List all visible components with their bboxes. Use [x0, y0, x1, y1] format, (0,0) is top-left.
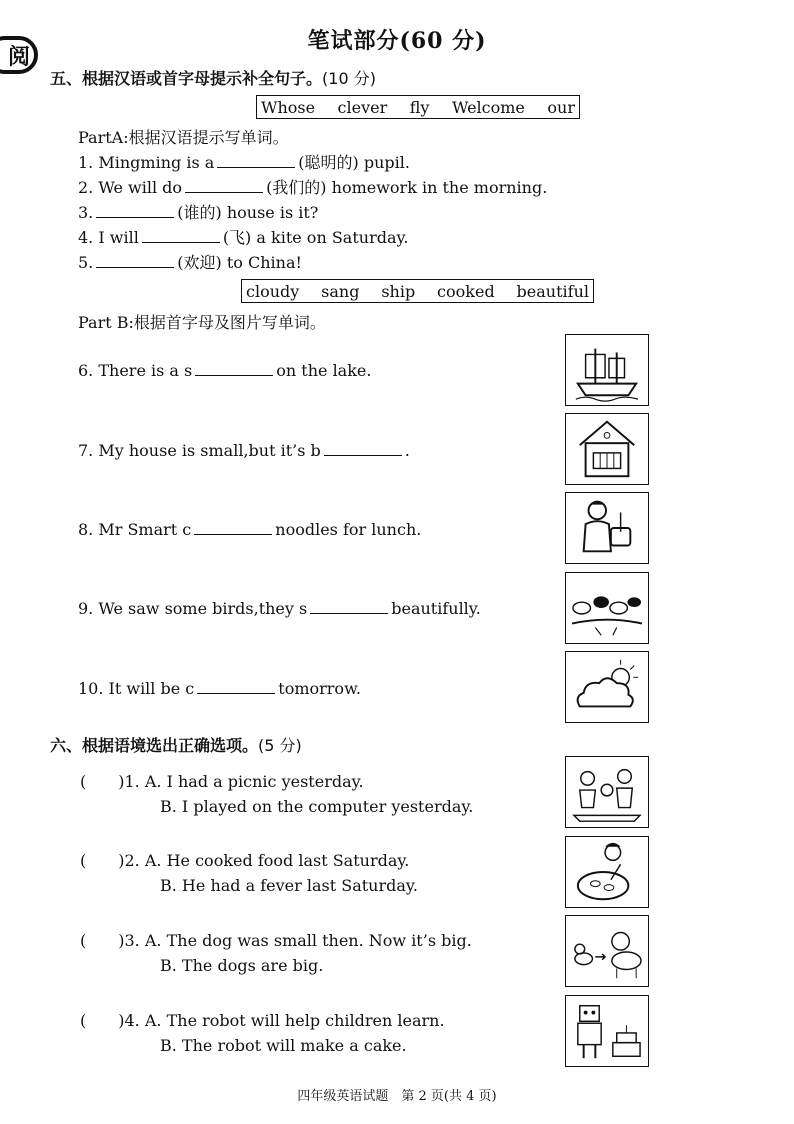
- part-b-label: Part B:根据首字母及图片写单词。: [78, 313, 326, 332]
- word-bank-b-word: beautiful: [516, 281, 589, 301]
- section6-points: (5 分): [258, 736, 302, 755]
- word-bank-b-word: ship: [381, 281, 416, 301]
- picnic-icon: [565, 756, 649, 828]
- answer-blank[interactable]: [96, 253, 174, 268]
- answer-paren[interactable]: (: [80, 1011, 87, 1030]
- item-text: (聪明的) pupil.: [298, 153, 410, 172]
- item-text: 3.: [78, 203, 94, 222]
- part-a-item-1: [78, 150, 410, 173]
- word-bank-b: [241, 279, 594, 303]
- page-title: 笔试部分(60 分): [307, 28, 487, 54]
- part-a-label: PartA:根据汉语提示写单词。: [78, 128, 289, 147]
- answer-blank[interactable]: [197, 679, 275, 694]
- answer-blank[interactable]: [142, 228, 220, 243]
- item-text: 9. We saw some birds,they s: [78, 599, 308, 618]
- part-b-item-10: [78, 679, 361, 698]
- option-b: B. The robot will make a cake.: [160, 1036, 407, 1055]
- part-b-item-7: [78, 441, 410, 460]
- word-bank-b-word: cloudy: [246, 281, 300, 301]
- item-text: beautifully.: [391, 599, 481, 618]
- option-a: A. The robot will help children learn.: [144, 1011, 445, 1030]
- answer-blank[interactable]: [194, 520, 272, 535]
- item-text: on the lake.: [276, 361, 372, 380]
- answer-blank[interactable]: [217, 153, 295, 168]
- logo: 阅: [0, 36, 38, 74]
- word-bank-a-word: fly: [409, 97, 430, 117]
- item-number: )1.: [118, 772, 140, 791]
- answer-paren[interactable]: (: [80, 772, 87, 791]
- robot-cake-icon: [565, 995, 649, 1067]
- word-bank-a-word: Welcome: [451, 97, 525, 117]
- house-icon: [565, 413, 649, 485]
- singing-birds-icon: [565, 572, 649, 644]
- answer-blank[interactable]: [185, 178, 263, 193]
- part-b-item-8: [78, 520, 421, 539]
- cooking-man-icon: [565, 492, 649, 564]
- item-number: )2.: [118, 851, 140, 870]
- option-a: A. The dog was small then. Now it’s big.: [144, 931, 472, 950]
- answer-blank[interactable]: [310, 599, 388, 614]
- choice-item-4: [80, 1011, 445, 1030]
- item-text: .: [404, 441, 410, 460]
- item-text: 2. We will do: [78, 178, 183, 197]
- word-bank-b-word: sang: [321, 281, 360, 301]
- option-b: B. I played on the computer yesterday.: [160, 797, 474, 816]
- item-text: (欢迎) to China!: [177, 253, 302, 272]
- word-bank-b-word: cooked: [437, 281, 495, 301]
- page-footer: 四年级英语试题 第 2 页(共 4 页): [297, 1089, 497, 1104]
- option-b: B. The dogs are big.: [160, 956, 324, 975]
- cloud-sun-icon: [565, 651, 649, 723]
- section6-heading-text: 六、根据语境选出正确选项。: [50, 736, 259, 755]
- item-text: 5.: [78, 253, 94, 272]
- choice-item-3: [80, 931, 472, 950]
- item-text: 6. There is a s: [78, 361, 193, 380]
- ship-icon: [565, 334, 649, 406]
- choice-item-2: [80, 851, 409, 870]
- part-a-item-3: [78, 200, 318, 223]
- item-text: 8. Mr Smart c: [78, 520, 192, 539]
- option-a: A. He cooked food last Saturday.: [144, 851, 410, 870]
- answer-paren[interactable]: (: [80, 851, 87, 870]
- item-text: (谁的) house is it?: [177, 203, 319, 222]
- section5-heading: [50, 66, 376, 89]
- part-a-item-5: [78, 250, 302, 273]
- item-text: 7. My house is small,but it’s b: [78, 441, 321, 460]
- item-number: )3.: [118, 931, 140, 950]
- section5-heading-text: 五、根据汉语或首字母提示补全句子。: [50, 69, 323, 88]
- section6-heading: [50, 733, 302, 756]
- word-bank-a: [256, 95, 580, 119]
- item-text: 10. It will be c: [78, 679, 195, 698]
- answer-blank[interactable]: [195, 361, 273, 376]
- word-bank-a-word: clever: [337, 97, 388, 117]
- word-bank-a-word: Whose: [261, 97, 316, 117]
- item-text: (飞) a kite on Saturday.: [222, 228, 409, 247]
- item-text: noodles for lunch.: [275, 520, 422, 539]
- part-a-item-2: [78, 175, 547, 198]
- item-text: 1. Mingming is a: [78, 153, 215, 172]
- word-bank-a-word: our: [547, 97, 575, 117]
- choice-item-1: [80, 772, 364, 791]
- answer-blank[interactable]: [324, 441, 402, 456]
- item-text: tomorrow.: [278, 679, 361, 698]
- item-text: 4. I will: [78, 228, 139, 247]
- item-number: )4.: [118, 1011, 140, 1030]
- item-text: (我们的) homework in the morning.: [266, 178, 548, 197]
- answer-blank[interactable]: [96, 203, 174, 218]
- answer-paren[interactable]: (: [80, 931, 87, 950]
- part-b-item-9: [78, 599, 481, 618]
- section5-points: (10 分): [322, 69, 376, 88]
- part-a-item-4: [78, 225, 409, 248]
- dog-growth-icon: [565, 915, 649, 987]
- option-b: B. He had a fever last Saturday.: [160, 876, 418, 895]
- option-a: A. I had a picnic yesterday.: [144, 772, 364, 791]
- cooking-boy-icon: [565, 836, 649, 908]
- part-b-item-6: [78, 361, 371, 380]
